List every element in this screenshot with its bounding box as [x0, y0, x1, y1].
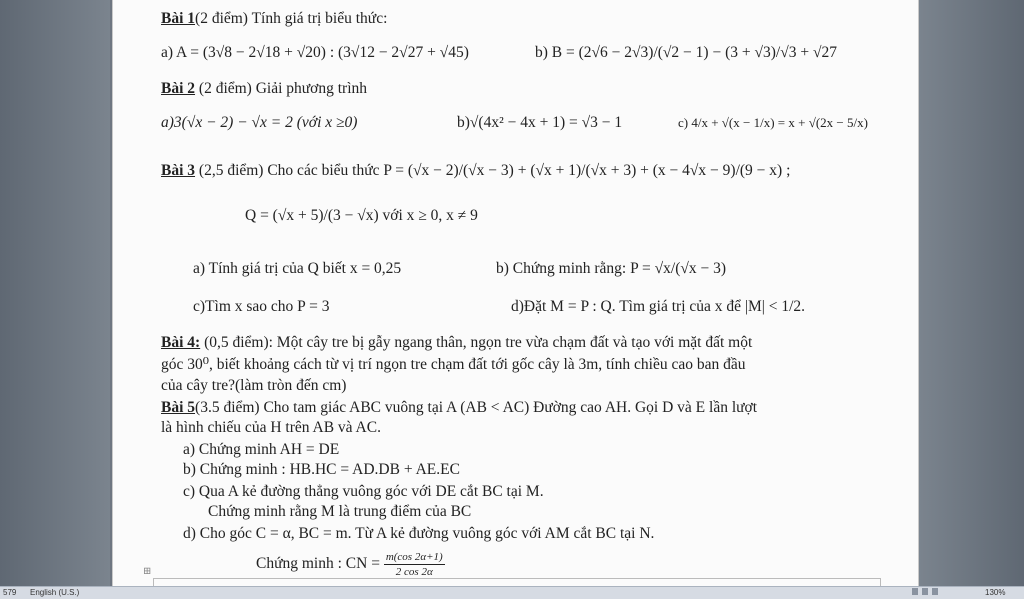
b5-c1: c) Qua A kẻ đường thẳng vuông góc với DE cắt BC tại M. [183, 483, 544, 500]
b3-q: Q = (√x + 5)/(3 − √x) với x ≥ 0, x ≠ 9 [245, 207, 478, 224]
b3-a: a) Tính giá trị của Q biết x = 0,25 [193, 260, 402, 277]
document-page [112, 0, 919, 586]
b4-line1: Bài 4: (0,5 điểm): Một cây tre bị gẫy ngang thân, ngọn tre vừa chạm đất và tạo với mặt đất một [161, 334, 753, 351]
b2-c: c) 4/x + √(x − 1/x) = x + √(2x − 5/x) [678, 115, 868, 130]
b1-heading: Bài 1(2 điểm) Tính giá trị biểu thức: [161, 10, 388, 27]
b5-c2: Chứng minh rằng M là trung điểm của BC [208, 503, 472, 520]
b1-a: a) A = (3√8 − 2√18 + √20) : (3√12 − 2√27 + √45) [161, 44, 469, 61]
b5-d: d) Cho góc C = α, BC = m. Từ A kẻ đường vuông góc với AM cắt BC tại N. [183, 525, 655, 542]
view-web-icon[interactable] [932, 588, 938, 595]
b2-a: a)3(√x − 2) − √x = 2 (với x ≥0) [161, 114, 358, 131]
proof-fraction: $\frac{m(\cos 2\alpha+1)}{2 \cos 2\alpha}$ [385, 551, 443, 578]
b1-b: b) B = (2√6 − 2√3)/(√2 − 1) − (3 + √3)/√3 + √27 [535, 44, 837, 61]
b3-c: c)Tìm x sao cho P = 3 [193, 298, 330, 315]
view-print-icon[interactable] [912, 588, 918, 595]
right-gutter [918, 0, 1024, 586]
b5-a: a) Chứng minh AH = DE [183, 441, 340, 458]
b3-d: d)Đặt M = P : Q. Tìm giá trị của x để |M| < 1/2. [511, 298, 806, 315]
b4-line3: của cây tre?(làm tròn đến cm) [161, 377, 347, 394]
b2-b: b)√(4x² − 4x + 1) = √3 − 1 [457, 114, 623, 131]
b4-line2: góc 30⁰, biết khoảng cách từ vị trí ngọn tre chạm đất tới gốc cây là 3m, tính chiều cao ban đầu [161, 356, 746, 373]
left-gutter [0, 0, 110, 586]
view-fullscreen-icon[interactable] [922, 588, 928, 595]
b3-heading: Bài 3 (2,5 điểm) Cho các biểu thức P = (√x − 2)/(√x − 3) + (√x + 1)/(√x + 3) + (x − 4√x − 9)/(9 − x) ; [161, 162, 791, 179]
status-bar [0, 586, 1024, 599]
b5-b: b) Chứng minh : HB.HC = AD.DB + AE.EC [183, 461, 460, 478]
b5-proof: Chứng minh : CN = $\frac{m(\cos 2\alpha+1)}{2 \cos 2\alpha}$ [256, 551, 443, 578]
b5-line1: Bài 5(3.5 điểm) Cho tam giác ABC vuông tại A (AB < AC) Đường cao AH. Gọi D và E lần lượt [161, 399, 758, 416]
language-indicator[interactable]: English (U.S.) [30, 588, 80, 597]
b2-heading: Bài 2 (2 điểm) Giải phương trình [161, 80, 368, 97]
move-handle-icon[interactable]: ⊞ [143, 566, 152, 577]
b3-b: b) Chứng minh rằng: P = √x/(√x − 3) [496, 260, 727, 277]
b5-line2: là hình chiếu của H trên AB và AC. [161, 419, 381, 436]
zoom-level[interactable]: 130% [985, 588, 1006, 597]
page-number[interactable]: 579 [3, 588, 17, 597]
